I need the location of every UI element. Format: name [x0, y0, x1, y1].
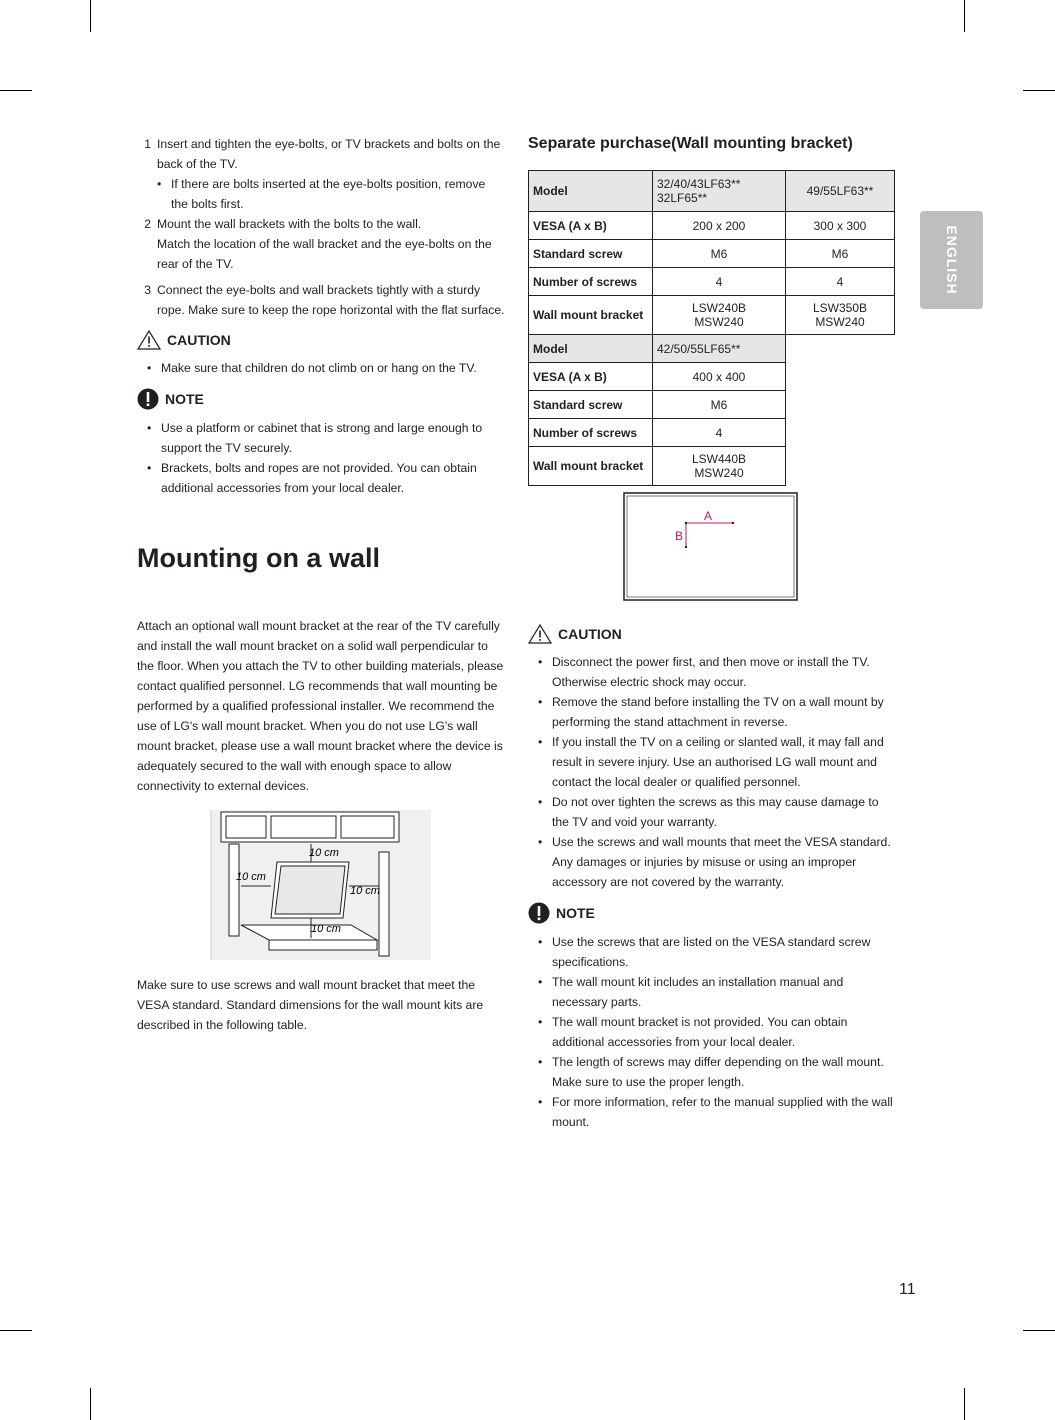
note-item: • Use a platform or cabinet that is strong and large enough to support the TV securely.	[137, 418, 505, 458]
bullet-text: Disconnect the power first, and then move or install the TV. Otherwise electric shock may occur.	[552, 655, 870, 689]
step-number: 3	[144, 283, 151, 297]
table-cell: 400 x 400	[653, 363, 786, 391]
table-row	[529, 268, 895, 296]
crop-mark	[90, 1388, 91, 1420]
bullet-text: Remove the stand before installing the TV on a wall mount by performing the stand attachment in reverse.	[552, 695, 884, 729]
caution-item: • Do not over tighten the screws as this may cause damage to the TV and void your warranty.	[528, 792, 895, 832]
intro-paragraph: Attach an optional wall mount bracket at the rear of the TV carefully and install the wall mount bracket on a solid wall perpendicular to the floor. When you attach the TV to other building materials, please contact qualified personnel. LG recommends that wall mounting be performed by a qualified professional installer. We recommend the use of LG's wall mount bracket. When you do not use LG's wall mount bracket, please use a wall mount bracket where the device is adequately secured to the wall with enough space to allow connectivity to external devices.	[137, 619, 504, 793]
bullet-text: Brackets, bolts and ropes are not provided. You can obtain additional accessories from your local dealer.	[161, 461, 477, 495]
note-item: • Brackets, bolts and ropes are not provided. You can obtain additional accessories from your local dealer.	[137, 458, 505, 498]
crop-mark	[1023, 1330, 1055, 1331]
note-item: • For more information, refer to the manual supplied with the wall mount.	[528, 1092, 895, 1132]
table-header-cell: 32/40/43LF63** 32LF65**	[653, 171, 786, 212]
table-row	[529, 447, 895, 486]
caution-heading	[528, 624, 895, 644]
clearance-label-right: 10 cm	[350, 885, 380, 897]
table-cell: 4	[653, 419, 786, 447]
note-label: NOTE	[165, 391, 204, 407]
table-cell: Standard screw	[529, 391, 653, 419]
caution-item: • Use the screws and wall mounts that meet the VESA standard. Any damages or injuries by misuse or using an improper accessory are not covered by the warranty.	[528, 832, 895, 892]
step-2	[137, 214, 505, 234]
table-row	[529, 296, 895, 335]
table-cell: LSW240B MSW240	[653, 296, 786, 335]
note-heading	[137, 388, 505, 410]
step-text: Mount the wall brackets with the bolts to the wall.	[157, 217, 422, 231]
language-tab-label: ENGLISH	[943, 225, 960, 295]
bracket-table	[528, 170, 895, 486]
note-item: • Use the screws that are listed on the VESA standard screw specifications.	[528, 932, 895, 972]
crop-mark	[964, 0, 965, 32]
subsection-heading: Separate purchase(Wall mounting bracket)	[528, 135, 853, 152]
step-subtext: Match the location of the wall bracket and the eye-bolts on the rear of the TV.	[157, 237, 492, 271]
crop-mark	[90, 0, 91, 32]
exclamation-circle-icon	[137, 388, 159, 410]
caution-label: CAUTION	[167, 332, 231, 348]
table-cell: M6	[653, 240, 786, 268]
crop-mark	[1023, 90, 1055, 91]
table-cell: VESA (A x B)	[529, 363, 653, 391]
vesa-diagram	[623, 492, 799, 602]
bullet-text: The wall mount kit includes an installation manual and necessary parts.	[552, 975, 844, 1009]
crop-mark	[964, 1388, 965, 1420]
caution-item: • Make sure that children do not climb on or hang on the TV.	[137, 358, 505, 378]
table-cell: Number of screws	[529, 419, 653, 447]
note-item: • The length of screws may differ depending on the wall mount. Make sure to use the proper length.	[528, 1052, 895, 1092]
table-cell: 300 x 300	[785, 212, 894, 240]
step-3	[137, 280, 505, 320]
warning-triangle-icon	[528, 624, 552, 644]
clearance-label-top: 10 cm	[309, 847, 339, 859]
wall-clearance-figure	[201, 810, 441, 965]
step-text: Insert and tighten the eye-bolts, or TV brackets and bolts on the back of the TV.	[157, 137, 501, 171]
table-row	[529, 212, 895, 240]
caution-item: • Disconnect the power first, and then move or install the TV. Otherwise electric shock may occur.	[528, 652, 895, 692]
table-row	[529, 419, 895, 447]
table-row	[529, 391, 895, 419]
bullet-text: The length of screws may differ depending on the wall mount. Make sure to use the proper length.	[552, 1055, 884, 1089]
table-cell: 4	[785, 268, 894, 296]
table-header-cell: Model	[529, 171, 653, 212]
table-row	[529, 363, 895, 391]
step-2-sub	[137, 234, 505, 274]
table-row	[529, 240, 895, 268]
bullet-text: Use the screws and wall mounts that meet the VESA standard. Any damages or injuries by misuse or using an improper accessory are not covered by the warranty.	[552, 835, 891, 889]
table-cell: M6	[785, 240, 894, 268]
table-row	[529, 171, 895, 212]
crop-mark	[0, 90, 32, 91]
language-tab	[920, 211, 983, 309]
caution-label: CAUTION	[558, 626, 622, 642]
crop-mark	[0, 1330, 32, 1331]
table-cell: M6	[653, 391, 786, 419]
step-1-bullet: • If there are bolts inserted at the eye-bolts position, remove the bolts first.	[137, 174, 505, 214]
caution-heading	[137, 330, 505, 350]
dimension-label-a: A	[704, 509, 713, 523]
bullet-text: If there are bolts inserted at the eye-bolts position, remove the bolts first.	[171, 177, 486, 211]
warning-triangle-icon	[137, 330, 161, 350]
step-number: 2	[144, 217, 151, 231]
page-number: 11	[899, 1281, 916, 1298]
section-heading: Mounting on a wall	[137, 543, 380, 573]
caution-item: • Remove the stand before installing the TV on a wall mount by performing the stand attachment in reverse.	[528, 692, 895, 732]
left-column	[137, 134, 505, 1035]
bullet-text: Use a platform or cabinet that is strong and large enough to support the TV securely.	[161, 421, 483, 455]
table-cell: Number of screws	[529, 268, 653, 296]
table-cell: Wall mount bracket	[529, 296, 653, 335]
bullet-text: Do not over tighten the screws as this may cause damage to the TV and void your warranty.	[552, 795, 879, 829]
table-cell: LSW440B MSW240	[653, 447, 786, 486]
exclamation-circle-icon	[528, 902, 550, 924]
clearance-label-bottom: 10 cm	[311, 923, 341, 935]
dimension-label-b: B	[675, 529, 684, 543]
bullet-text: The wall mount bracket is not provided. You can obtain additional accessories from your local dealer.	[552, 1015, 848, 1049]
note-label: NOTE	[556, 905, 595, 921]
clearance-label-left: 10 cm	[236, 871, 266, 883]
table-header-cell: 49/55LF63**	[785, 171, 894, 212]
table-header-cell: 42/50/55LF65**	[653, 335, 786, 363]
table-cell: LSW350B MSW240	[785, 296, 894, 335]
step-number: 1	[144, 137, 151, 151]
step-1	[137, 134, 505, 174]
step-text: Connect the eye-bolts and wall brackets tightly with a sturdy rope. Make sure to keep the rope horizontal with the flat surface.	[157, 283, 505, 317]
bullet-text: If you install the TV on a ceiling or slanted wall, it may fall and result in severe injury. Use an authorised LG wall mount and contact the local dealer or qualified personnel.	[552, 735, 884, 789]
table-header-cell: Model	[529, 335, 653, 363]
caution-item: • If you install the TV on a ceiling or slanted wall, it may fall and result in severe injury. Use an authorised LG wall mount and contact the local dealer or qualified personnel.	[528, 732, 895, 792]
table-cell: 200 x 200	[653, 212, 786, 240]
note-heading	[528, 902, 895, 924]
bullet-text: Use the screws that are listed on the VESA standard screw specifications.	[552, 935, 871, 969]
right-column	[528, 134, 895, 1132]
outro-paragraph: Make sure to use screws and wall mount bracket that meet the VESA standard. Standard dimensions for the wall mount kits are described in the following table.	[137, 978, 484, 1032]
note-item: • The wall mount bracket is not provided. You can obtain additional accessories from your local dealer.	[528, 1012, 895, 1052]
table-cell: Standard screw	[529, 240, 653, 268]
table-cell: Wall mount bracket	[529, 447, 653, 486]
table-cell: VESA (A x B)	[529, 212, 653, 240]
table-row	[529, 335, 895, 363]
note-item: • The wall mount kit includes an installation manual and necessary parts.	[528, 972, 895, 1012]
table-cell: 4	[653, 268, 786, 296]
bullet-text: For more information, refer to the manual supplied with the wall mount.	[552, 1095, 893, 1129]
bullet-text: Make sure that children do not climb on or hang on the TV.	[161, 361, 477, 375]
